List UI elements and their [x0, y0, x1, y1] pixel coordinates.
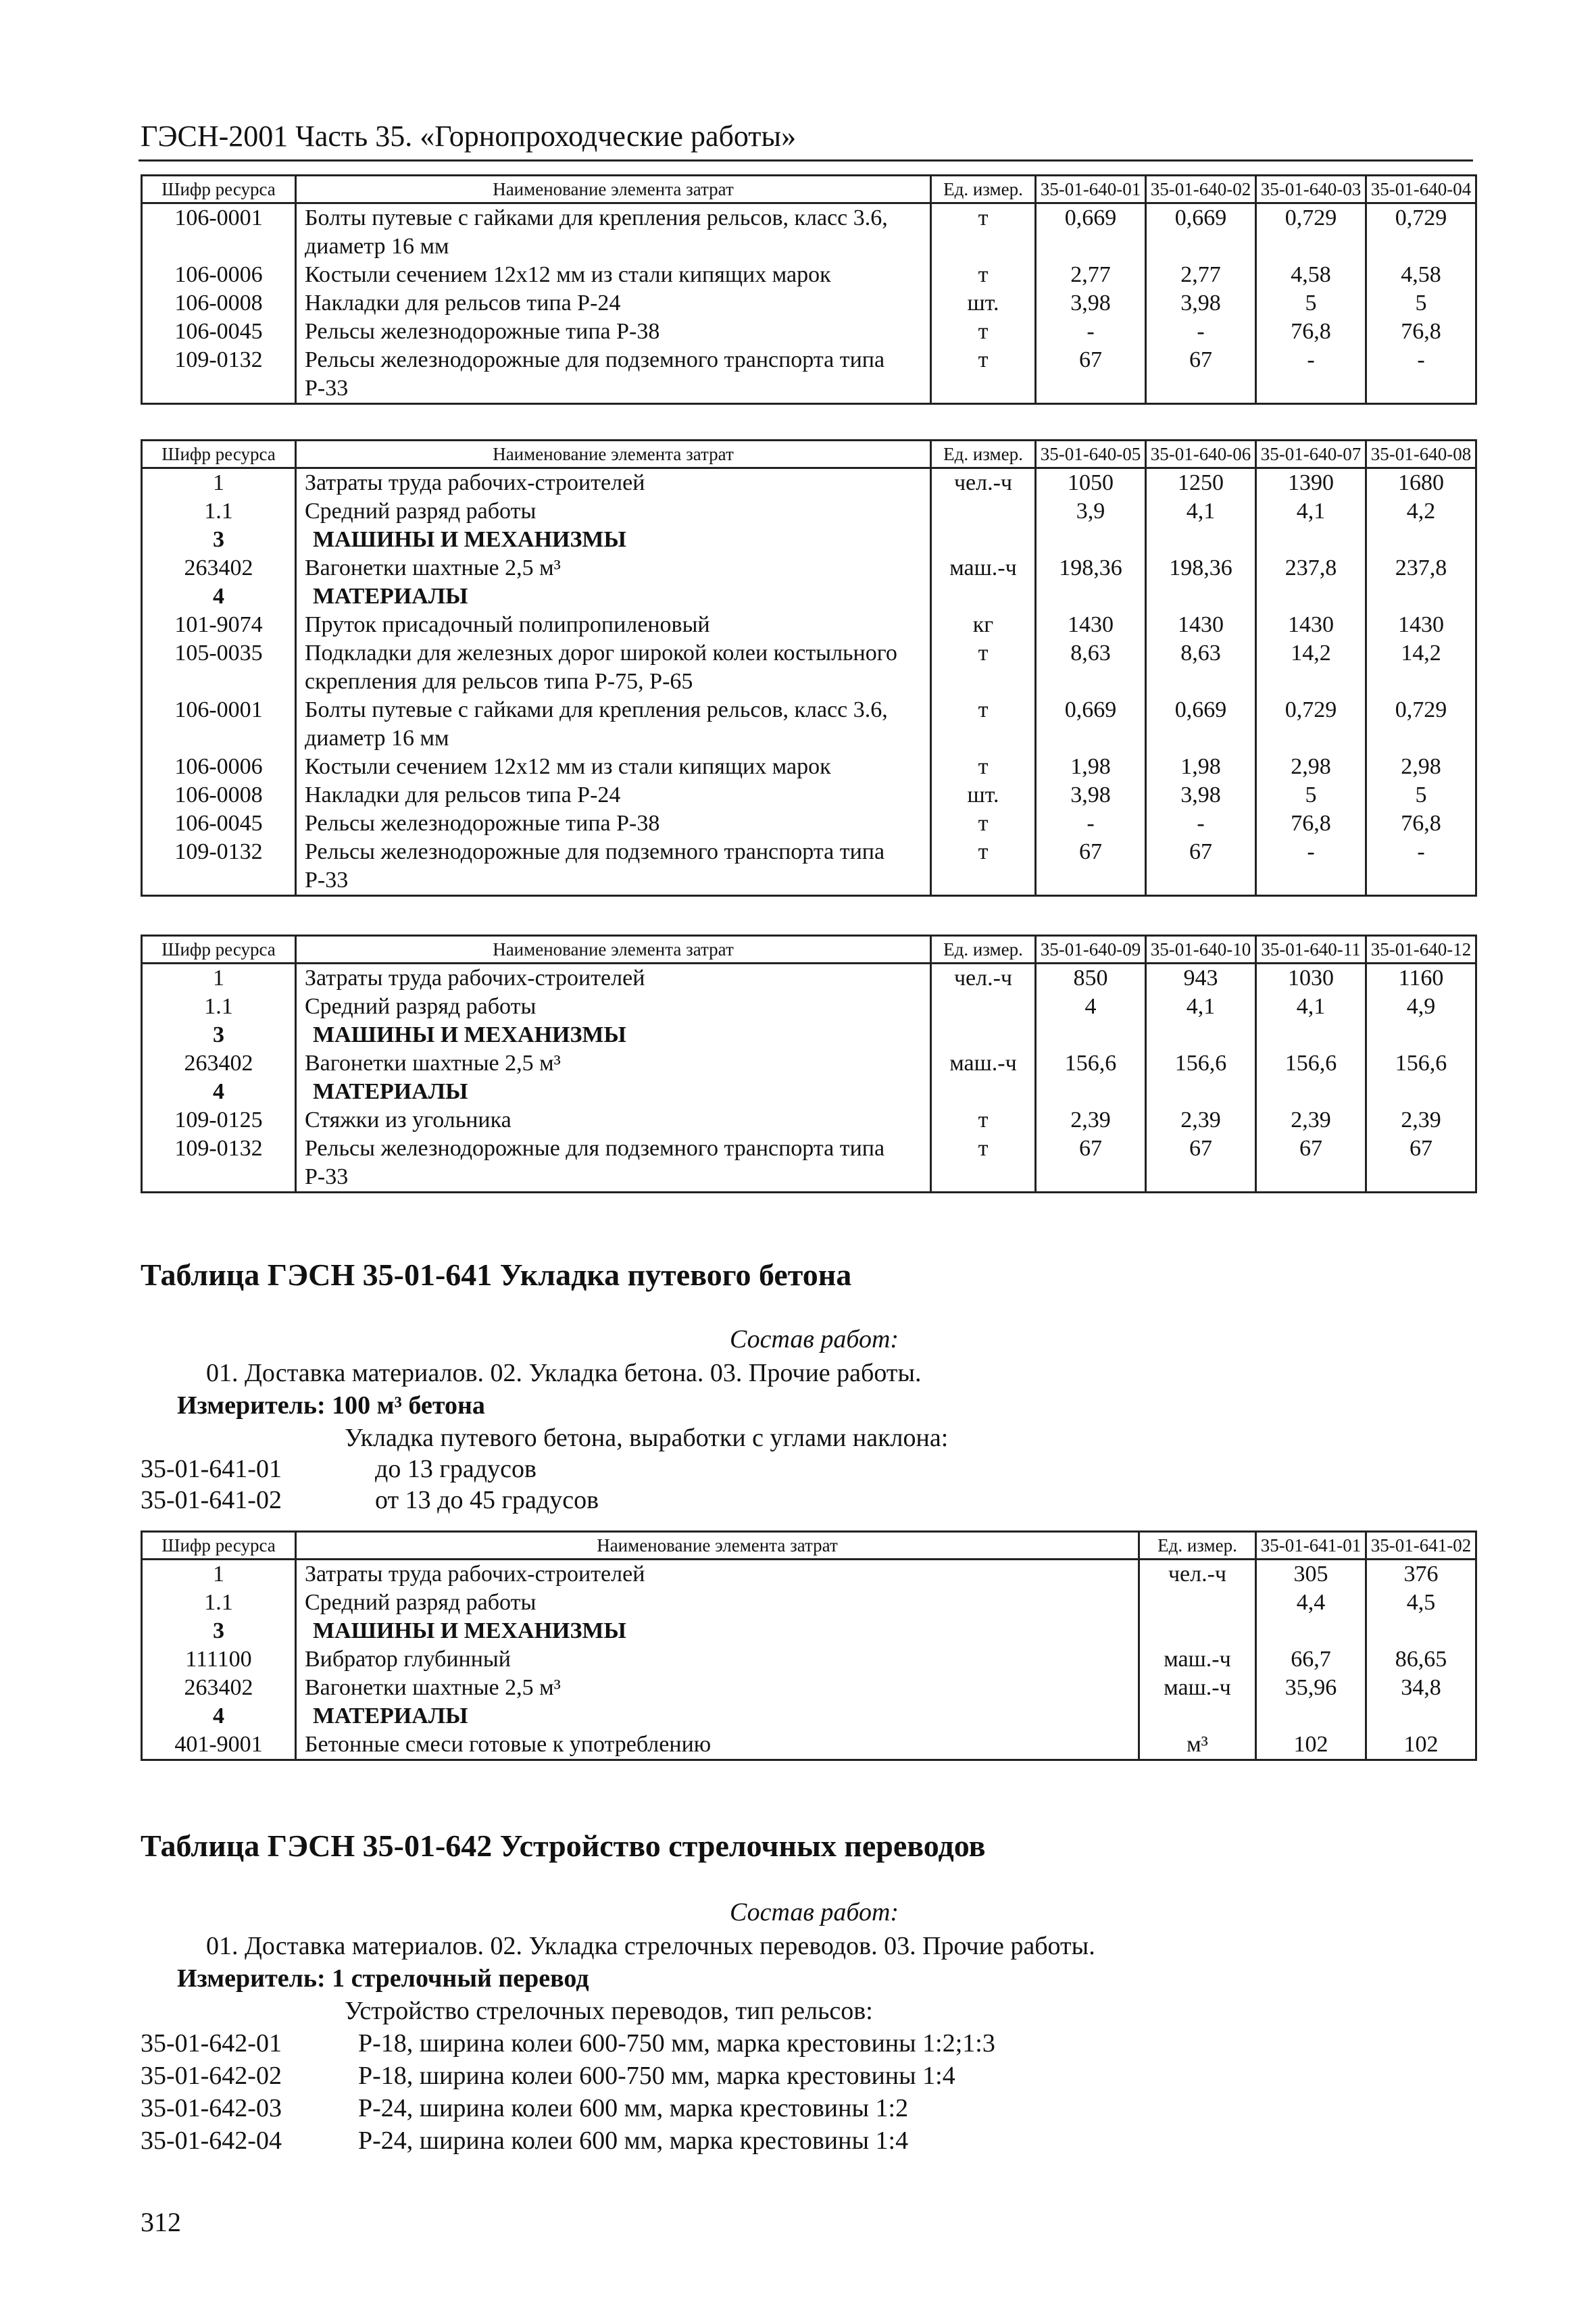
cell-code: 263402 [142, 1674, 296, 1702]
cell-code: 3 [142, 1021, 296, 1049]
cell-unit [931, 993, 1036, 1021]
cell-value: 156,6 [1146, 1049, 1256, 1078]
measure-value: 1 стрелочный перевод [332, 1964, 589, 1993]
column-header-norm: 35-01-640-06 [1146, 441, 1256, 468]
cell-value: 4,4 [1256, 1589, 1366, 1617]
work-composition-label-641: Состав работ: [730, 1325, 899, 1353]
item-text: Р-24, ширина колеи 600 мм, марка крестовины 1:2 [358, 2094, 909, 2122]
cell-value: 102 [1256, 1731, 1366, 1760]
cell-unit: т [931, 1106, 1036, 1135]
cell-unit: т [931, 696, 1036, 753]
cell-value: 14,2 [1256, 639, 1366, 696]
cell-value: - [1366, 346, 1476, 404]
column-header-name: Наименование элемента затрат [296, 1532, 1139, 1560]
table-row [142, 781, 1476, 810]
cell-value [1366, 1021, 1476, 1049]
cell-code: 106-0001 [142, 203, 296, 262]
cell-value: 1050 [1036, 468, 1146, 498]
cell-value: 67 [1036, 838, 1146, 896]
table-row [142, 203, 1476, 262]
cell-value: - [1036, 810, 1146, 838]
table-row [142, 611, 1476, 639]
table-row [142, 1135, 1476, 1193]
cell-value: 1030 [1256, 964, 1366, 993]
cell-value: 4,2 [1366, 497, 1476, 526]
cell-value: 376 [1366, 1560, 1476, 1589]
cell-value: 67 [1256, 1135, 1366, 1193]
cell-value [1256, 1617, 1366, 1645]
cell-value: 5 [1366, 289, 1476, 318]
cell-value: 0,729 [1366, 696, 1476, 753]
table-row [142, 554, 1476, 582]
cell-code: 106-0001 [142, 696, 296, 753]
table-row [142, 468, 1476, 498]
cell-code: 263402 [142, 554, 296, 582]
cell-value [1366, 1702, 1476, 1731]
cell-value [1256, 582, 1366, 611]
table-header-row [142, 1532, 1476, 1560]
cell-name: Накладки для рельсов типа Р-24 [296, 289, 931, 318]
cell-name: Болты путевые с гайками для крепления рельсов, класс 3.6, диаметр 16 мм [296, 203, 931, 262]
table-row [142, 753, 1476, 781]
cell-code: 4 [142, 1078, 296, 1106]
cell-unit [931, 1078, 1036, 1106]
column-header-code: Шифр ресурса [142, 1532, 296, 1560]
cell-unit: маш.-ч [931, 1049, 1036, 1078]
cell-code: 106-0008 [142, 289, 296, 318]
item-text: Р-18, ширина колеи 600-750 мм, марка крестовины 1:2;1:3 [358, 2029, 995, 2058]
cell-code: 1.1 [142, 497, 296, 526]
cell-code: 106-0006 [142, 261, 296, 289]
cell-value [1366, 1078, 1476, 1106]
section-row [142, 582, 1476, 611]
cell-value: 34,8 [1366, 1674, 1476, 1702]
cell-code: 106-0008 [142, 781, 296, 810]
cell-value: 76,8 [1366, 318, 1476, 346]
column-header-name: Наименование элемента затрат [296, 176, 931, 203]
cell-name: Стяжки из угольника [296, 1106, 931, 1135]
section-row [142, 1078, 1476, 1106]
cell-name: Вагонетки шахтные 2,5 м³ [296, 1674, 1139, 1702]
cell-value: 1680 [1366, 468, 1476, 498]
table-header-row [142, 441, 1476, 468]
item-code: 35-01-642-03 [141, 2094, 282, 2122]
cell-name: Рельсы железнодорожные для подземного транспорта типа Р-33 [296, 346, 931, 404]
cell-code: 109-0132 [142, 838, 296, 896]
column-header-code: Шифр ресурса [142, 936, 296, 964]
cell-value: 8,63 [1036, 639, 1146, 696]
cell-name: МАТЕРИАЛЫ [296, 582, 931, 611]
column-header-norm: 35-01-640-03 [1256, 176, 1366, 203]
cell-unit: т [931, 318, 1036, 346]
cell-value: 2,39 [1146, 1106, 1256, 1135]
cell-value [1036, 1021, 1146, 1049]
cell-value: 305 [1256, 1560, 1366, 1589]
cell-value: 156,6 [1366, 1049, 1476, 1078]
cell-code: 4 [142, 1702, 296, 1731]
cell-name: Затраты труда рабочих-строителей [296, 468, 931, 498]
cell-value: 1,98 [1036, 753, 1146, 781]
table-row [142, 1106, 1476, 1135]
cell-value [1036, 526, 1146, 554]
measure-label: Измеритель: [177, 1391, 326, 1420]
cell-code: 109-0132 [142, 1135, 296, 1193]
cell-value: 67 [1146, 346, 1256, 404]
cell-value: 850 [1036, 964, 1146, 993]
cell-value: - [1256, 838, 1366, 896]
cell-name: Средний разряд работы [296, 497, 931, 526]
work-list-642: 01. Доставка материалов. 02. Укладка стрелочных переводов. 03. Прочие работы. [206, 1932, 1095, 1960]
cell-unit: т [931, 261, 1036, 289]
cell-name: МАШИНЫ И МЕХАНИЗМЫ [296, 526, 931, 554]
cell-value: 4,1 [1256, 497, 1366, 526]
item-code: 35-01-642-01 [141, 2029, 282, 2058]
cell-value: 1,98 [1146, 753, 1256, 781]
item-code: 35-01-641-02 [141, 1486, 282, 1514]
cell-value: 67 [1036, 346, 1146, 404]
cell-value: 2,77 [1146, 261, 1256, 289]
cell-value: 1430 [1366, 611, 1476, 639]
cell-name: Вибратор глубинный [296, 1645, 1139, 1674]
cell-value: 8,63 [1146, 639, 1256, 696]
column-header-unit: Ед. измер. [931, 936, 1036, 964]
cell-value: 2,39 [1256, 1106, 1366, 1135]
column-header-name: Наименование элемента затрат [296, 441, 931, 468]
column-header-norm: 35-01-640-09 [1036, 936, 1146, 964]
work-list-641: 01. Доставка материалов. 02. Укладка бетона. 03. Прочие работы. [206, 1359, 922, 1387]
cell-unit: м³ [1139, 1731, 1256, 1760]
cell-code: 105-0035 [142, 639, 296, 696]
cell-unit [1139, 1702, 1256, 1731]
cell-value: 102 [1366, 1731, 1476, 1760]
column-header-unit: Ед. измер. [1139, 1532, 1256, 1560]
cell-code: 111100 [142, 1645, 296, 1674]
cell-unit [931, 526, 1036, 554]
cell-code: 1.1 [142, 1589, 296, 1617]
cell-value: 67 [1146, 838, 1256, 896]
table-641-title: Таблица ГЭСН 35-01-641 Укладка путевого бетона [141, 1258, 852, 1292]
cell-value [1256, 1078, 1366, 1106]
measure-line-642 [177, 1964, 589, 1993]
column-header-norm: 35-01-640-05 [1036, 441, 1146, 468]
page-number: 312 [141, 2207, 181, 2237]
cell-value: 2,77 [1036, 261, 1146, 289]
item-code: 35-01-642-04 [141, 2126, 282, 2155]
section-row [142, 1702, 1476, 1731]
cell-name: Средний разряд работы [296, 1589, 1139, 1617]
table-row [142, 696, 1476, 753]
table-row [142, 810, 1476, 838]
cell-unit [1139, 1589, 1256, 1617]
cell-value: 2,39 [1036, 1106, 1146, 1135]
cell-value [1146, 582, 1256, 611]
cell-value: 76,8 [1256, 810, 1366, 838]
cell-value: 1250 [1146, 468, 1256, 498]
cell-value: - [1256, 346, 1366, 404]
cell-name: МАТЕРИАЛЫ [296, 1078, 931, 1106]
resource-table-640-05-08 [141, 439, 1477, 897]
measure-value: 100 м³ бетона [332, 1391, 485, 1420]
cell-value: 4,5 [1366, 1589, 1476, 1617]
column-header-norm: 35-01-640-04 [1366, 176, 1476, 203]
cell-value: 4,58 [1256, 261, 1366, 289]
table-row [142, 289, 1476, 318]
cell-value: 76,8 [1366, 810, 1476, 838]
cell-unit: т [931, 346, 1036, 404]
column-header-norm: 35-01-640-08 [1366, 441, 1476, 468]
cell-value: 0,729 [1256, 696, 1366, 753]
cell-value: 3,98 [1146, 289, 1256, 318]
column-header-norm: 35-01-640-02 [1146, 176, 1256, 203]
cell-name: Пруток присадочный полипропиленовый [296, 611, 931, 639]
cell-value: 5 [1366, 781, 1476, 810]
cell-value: 237,8 [1366, 554, 1476, 582]
cell-unit: чел.-ч [931, 964, 1036, 993]
cell-unit: чел.-ч [931, 468, 1036, 498]
item-text: Р-24, ширина колеи 600 мм, марка крестовины 1:4 [358, 2126, 909, 2155]
cell-value: 0,669 [1036, 203, 1146, 262]
table-header-row [142, 176, 1476, 203]
cell-unit: чел.-ч [1139, 1560, 1256, 1589]
cell-value: - [1036, 318, 1146, 346]
table-row [142, 993, 1476, 1021]
column-header-norm: 35-01-640-12 [1366, 936, 1476, 964]
measure-line-641 [177, 1391, 485, 1420]
resource-table-640-01-04 [141, 174, 1477, 405]
cell-name: Затраты труда рабочих-строителей [296, 1560, 1139, 1589]
section-row [142, 1617, 1476, 1645]
cell-value [1146, 1078, 1256, 1106]
table-row [142, 346, 1476, 404]
cell-value: 156,6 [1256, 1049, 1366, 1078]
cell-value: 4,1 [1256, 993, 1366, 1021]
cell-unit: т [931, 1135, 1036, 1193]
table-row [142, 1560, 1476, 1589]
cell-code: 3 [142, 1617, 296, 1645]
column-header-norm: 35-01-640-07 [1256, 441, 1366, 468]
column-header-unit: Ед. измер. [931, 441, 1036, 468]
resource-table-640-09-12 [141, 935, 1477, 1193]
cell-unit: т [931, 753, 1036, 781]
cell-value: 1430 [1036, 611, 1146, 639]
cell-value [1256, 526, 1366, 554]
item-code: 35-01-642-02 [141, 2062, 282, 2090]
cell-value [1366, 582, 1476, 611]
table-row [142, 639, 1476, 696]
cell-code: 1 [142, 1560, 296, 1589]
table-row [142, 1645, 1476, 1674]
table-header-row [142, 936, 1476, 964]
cell-value [1146, 1021, 1256, 1049]
cell-name: Накладки для рельсов типа Р-24 [296, 781, 931, 810]
cell-name: Рельсы железнодорожные для подземного транспорта типа Р-33 [296, 1135, 931, 1193]
cell-unit [931, 1021, 1036, 1049]
cell-unit: маш.-ч [931, 554, 1036, 582]
table-row [142, 261, 1476, 289]
cell-code: 1.1 [142, 993, 296, 1021]
cell-unit [931, 582, 1036, 611]
cell-value: 3,98 [1036, 289, 1146, 318]
cell-code: 101-9074 [142, 611, 296, 639]
cell-unit: маш.-ч [1139, 1645, 1256, 1674]
cell-code: 263402 [142, 1049, 296, 1078]
table-row [142, 1049, 1476, 1078]
cell-value: 1160 [1366, 964, 1476, 993]
cell-value: 198,36 [1036, 554, 1146, 582]
intro-642: Устройство стрелочных переводов, тип рельсов: [345, 1997, 873, 2025]
cell-name: Рельсы железнодорожные для подземного транспорта типа Р-33 [296, 838, 931, 896]
cell-value: 4,1 [1146, 993, 1256, 1021]
cell-code: 1 [142, 468, 296, 498]
cell-unit: т [931, 810, 1036, 838]
cell-value [1366, 1617, 1476, 1645]
cell-name: Вагонетки шахтные 2,5 м³ [296, 1049, 931, 1078]
cell-unit [931, 497, 1036, 526]
cell-name: Затраты труда рабочих-строителей [296, 964, 931, 993]
table-row [142, 838, 1476, 896]
table-row [142, 318, 1476, 346]
cell-value: 3,98 [1146, 781, 1256, 810]
table-row [142, 497, 1476, 526]
cell-value: 67 [1366, 1135, 1476, 1193]
cell-value [1256, 1702, 1366, 1731]
column-header-norm: 35-01-640-10 [1146, 936, 1256, 964]
column-header-name: Наименование элемента затрат [296, 936, 931, 964]
cell-value: 1390 [1256, 468, 1366, 498]
table-row [142, 1674, 1476, 1702]
cell-name: МАШИНЫ И МЕХАНИЗМЫ [296, 1021, 931, 1049]
cell-value: 4 [1036, 993, 1146, 1021]
table-row [142, 1589, 1476, 1617]
cell-code: 106-0045 [142, 810, 296, 838]
cell-value: - [1146, 318, 1256, 346]
cell-name: Болты путевые с гайками для крепления рельсов, класс 3.6, диаметр 16 мм [296, 696, 931, 753]
cell-value [1036, 582, 1146, 611]
section-row [142, 526, 1476, 554]
cell-value: 14,2 [1366, 639, 1476, 696]
item-text: до 13 градусов [375, 1455, 537, 1483]
cell-value: 0,669 [1036, 696, 1146, 753]
cell-code: 106-0045 [142, 318, 296, 346]
cell-value: 1430 [1256, 611, 1366, 639]
cell-value: 86,65 [1366, 1645, 1476, 1674]
cell-code: 106-0006 [142, 753, 296, 781]
cell-value [1256, 1021, 1366, 1049]
cell-value: 5 [1256, 289, 1366, 318]
item-text: Р-18, ширина колеи 600-750 мм, марка крестовины 1:4 [358, 2062, 955, 2090]
cell-value: 156,6 [1036, 1049, 1146, 1078]
cell-value [1146, 526, 1256, 554]
item-text: от 13 до 45 градусов [375, 1486, 599, 1514]
cell-code: 109-0132 [142, 346, 296, 404]
table-642-title: Таблица ГЭСН 35-01-642 Устройство стрелочных переводов [141, 1828, 986, 1863]
cell-value: 35,96 [1256, 1674, 1366, 1702]
cell-name: Рельсы железнодорожные типа Р-38 [296, 810, 931, 838]
cell-value: 5 [1256, 781, 1366, 810]
cell-name: Вагонетки шахтные 2,5 м³ [296, 554, 931, 582]
column-header-norm: 35-01-640-11 [1256, 936, 1366, 964]
cell-value: 198,36 [1146, 554, 1256, 582]
cell-value: 0,729 [1366, 203, 1476, 262]
cell-value: 67 [1146, 1135, 1256, 1193]
cell-value [1036, 1078, 1146, 1106]
cell-name: Рельсы железнодорожные типа Р-38 [296, 318, 931, 346]
cell-value: 2,98 [1366, 753, 1476, 781]
cell-name: МАТЕРИАЛЫ [296, 1702, 1139, 1731]
cell-name: Подкладки для железных дорог широкой колеи костыльного скрепления для рельсов типа Р-75, Р-65 [296, 639, 931, 696]
cell-name: Средний разряд работы [296, 993, 931, 1021]
cell-value [1366, 526, 1476, 554]
cell-value: 0,729 [1256, 203, 1366, 262]
cell-value: 2,98 [1256, 753, 1366, 781]
cell-code: 3 [142, 526, 296, 554]
cell-value: 0,669 [1146, 696, 1256, 753]
cell-value: 0,669 [1146, 203, 1256, 262]
cell-unit: кг [931, 611, 1036, 639]
cell-name: Бетонные смеси готовые к употреблению [296, 1731, 1139, 1760]
table-row [142, 1731, 1476, 1760]
cell-code: 1 [142, 964, 296, 993]
item-code: 35-01-641-01 [141, 1455, 282, 1483]
intro-641: Укладка путевого бетона, выработки с углами наклона: [345, 1424, 949, 1452]
cell-code: 401-9001 [142, 1731, 296, 1760]
cell-value: 943 [1146, 964, 1256, 993]
cell-value: 66,7 [1256, 1645, 1366, 1674]
column-header-norm: 35-01-640-01 [1036, 176, 1146, 203]
running-header: ГЭСН-2001 Часть 35. «Горнопроходческие работы» [141, 120, 797, 153]
cell-value: 67 [1036, 1135, 1146, 1193]
column-header-unit: Ед. измер. [931, 176, 1036, 203]
cell-unit [1139, 1617, 1256, 1645]
column-header-code: Шифр ресурса [142, 441, 296, 468]
measure-label: Измеритель: [177, 1964, 326, 1993]
cell-unit: маш.-ч [1139, 1674, 1256, 1702]
cell-value: - [1366, 838, 1476, 896]
cell-value: 237,8 [1256, 554, 1366, 582]
table-row [142, 964, 1476, 993]
cell-name: Костыли сечением 12х12 мм из стали кипящих марок [296, 261, 931, 289]
cell-unit: шт. [931, 781, 1036, 810]
header-rule [139, 159, 1473, 161]
cell-value: 4,58 [1366, 261, 1476, 289]
cell-value: 3,98 [1036, 781, 1146, 810]
cell-value: 76,8 [1256, 318, 1366, 346]
cell-value: - [1146, 810, 1256, 838]
resource-table-641 [141, 1530, 1477, 1761]
cell-code: 4 [142, 582, 296, 611]
work-composition-label-642: Состав работ: [730, 1898, 899, 1926]
column-header-code: Шифр ресурса [142, 176, 296, 203]
cell-code: 109-0125 [142, 1106, 296, 1135]
section-row [142, 1021, 1476, 1049]
column-header-norm: 35-01-641-02 [1366, 1532, 1476, 1560]
cell-value: 4,9 [1366, 993, 1476, 1021]
cell-unit: шт. [931, 289, 1036, 318]
cell-value: 2,39 [1366, 1106, 1476, 1135]
cell-name: МАШИНЫ И МЕХАНИЗМЫ [296, 1617, 1139, 1645]
cell-name: Костыли сечением 12х12 мм из стали кипящих марок [296, 753, 931, 781]
cell-value: 3,9 [1036, 497, 1146, 526]
column-header-norm: 35-01-641-01 [1256, 1532, 1366, 1560]
cell-unit: т [931, 639, 1036, 696]
cell-value: 4,1 [1146, 497, 1256, 526]
cell-unit: т [931, 838, 1036, 896]
cell-unit: т [931, 203, 1036, 262]
cell-value: 1430 [1146, 611, 1256, 639]
